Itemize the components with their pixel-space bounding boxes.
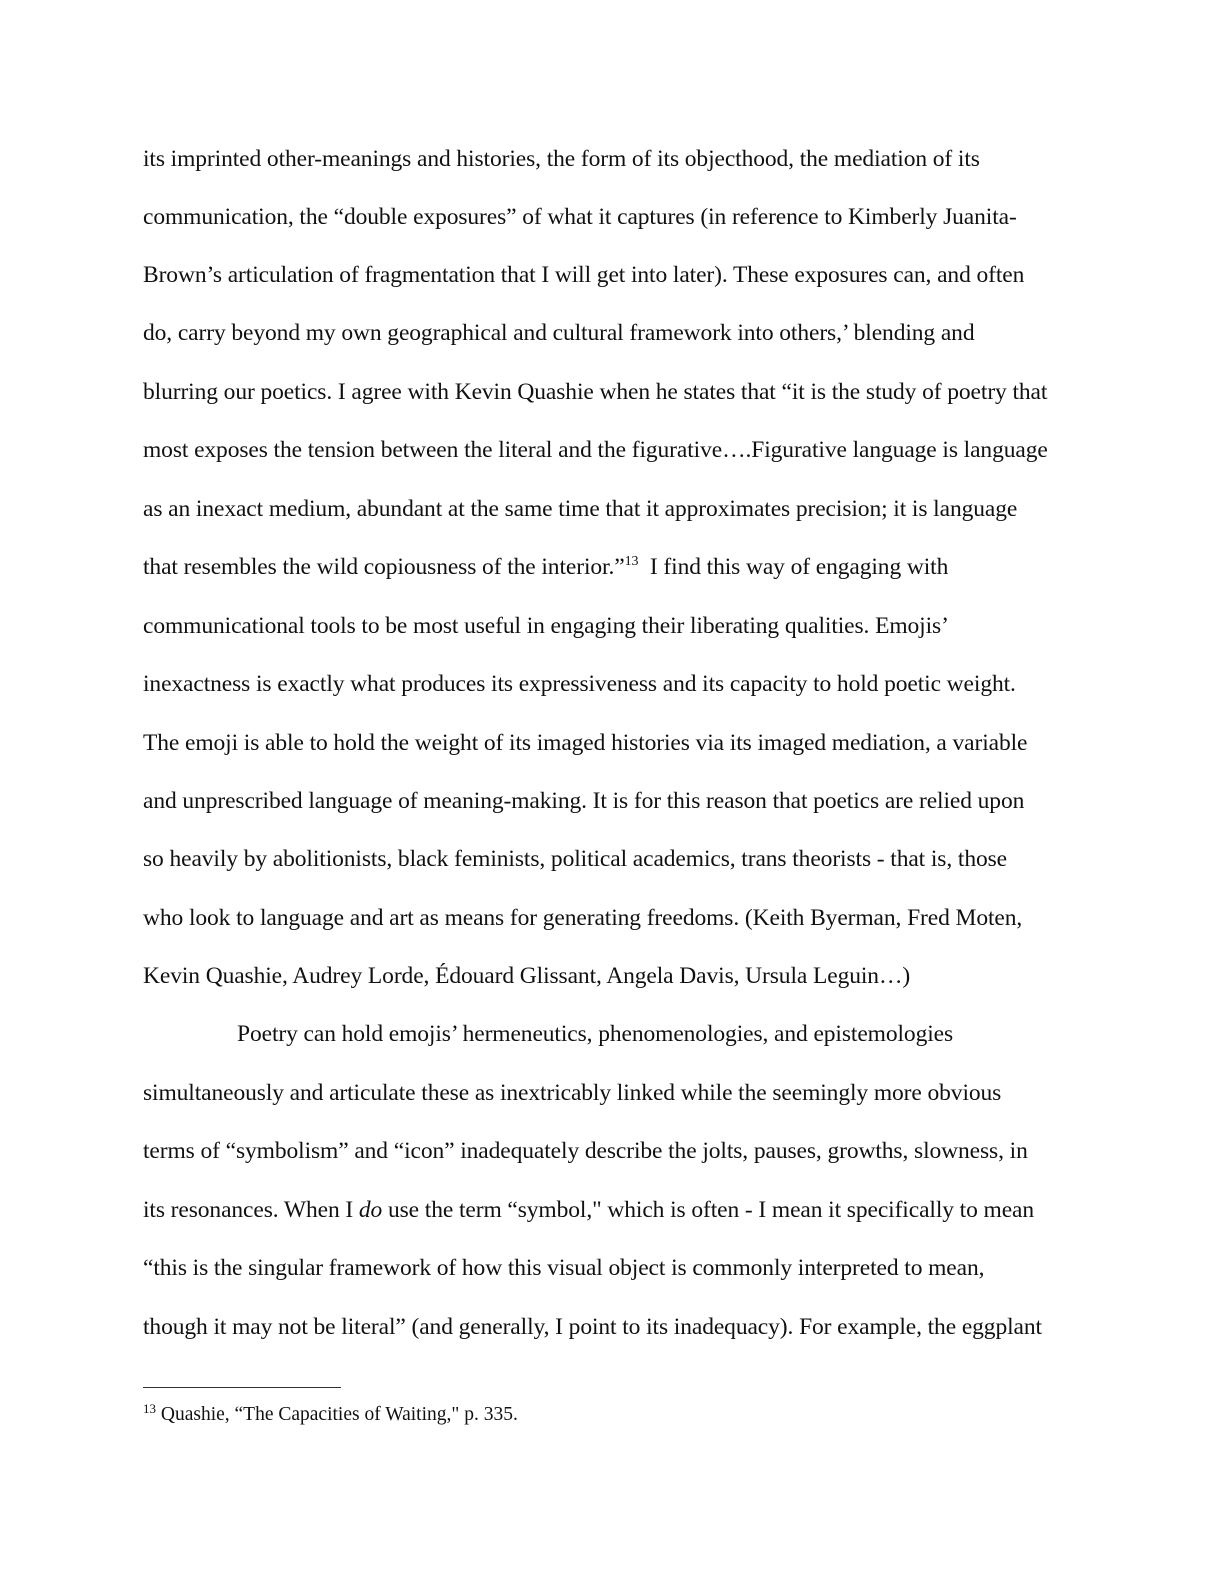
body-line: blurring our poetics. I agree with Kevin Quashie when he states that “it is the study of poetry that — [143, 379, 1048, 405]
body-line: inexactness is exactly what produces its expressiveness and its capacity to hold poetic weight. — [143, 671, 1016, 697]
footnote-number: 13 — [143, 1401, 156, 1416]
body-text: its resonances. When I — [143, 1197, 359, 1223]
body-text: that resembles the wild copiousness of the interior.” — [143, 554, 625, 580]
body-line: so heavily by abolitionists, black feminists, political academics, trans theorists - that is, those — [143, 846, 1008, 872]
body-line: and unprescribed language of meaning-making. It is for this reason that poetics are relied upon — [143, 788, 1025, 814]
body-line: communicational tools to be most useful in engaging their liberating qualities. Emojis’ — [143, 613, 949, 639]
body-line: “this is the singular framework of how this visual object is commonly interpreted to mean, — [143, 1255, 985, 1281]
body-line: communication, the “double exposures” of what it captures (in reference to Kimberly Juanita- — [143, 204, 1017, 230]
body-text: I find this way of engaging with — [638, 554, 949, 580]
footnote-text: Quashie, “The Capacities of Waiting," p. 335. — [156, 1404, 518, 1425]
body-line: Brown’s articulation of fragmentation that I will get into later). These exposures can, and often — [143, 262, 1025, 288]
footnote-separator — [143, 1387, 341, 1388]
body-line: do, carry beyond my own geographical and cultural framework into others,’ blending and — [143, 320, 975, 346]
body-line: The emoji is able to hold the weight of its imaged histories via its imaged mediation, a variable — [143, 730, 1028, 756]
body-line-with-emphasis — [143, 1195, 1034, 1225]
body-line: who look to language and art as means for generating freedoms. (Keith Byerman, Fred Moten, — [143, 905, 1023, 931]
paragraph-first-line: Poetry can hold emojis’ hermeneutics, phenomenologies, and epistemologies — [237, 1021, 954, 1047]
body-line: though it may not be literal” (and generally, I point to its inadequacy). For example, the eggplant — [143, 1314, 1042, 1340]
body-line-with-footnote-ref — [143, 552, 948, 582]
body-text: use the term “symbol," which is often - I mean it specifically to mean — [382, 1197, 1035, 1223]
body-line: its imprinted other-meanings and histories, the form of its objecthood, the mediation of its — [143, 146, 980, 172]
footnote-reference[interactable]: 13 — [624, 554, 639, 569]
body-line: simultaneously and articulate these as inextricably linked while the seemingly more obvious — [143, 1080, 1002, 1106]
body-line: terms of “symbolism” and “icon” inadequately describe the jolts, pauses, growths, slowness, in — [143, 1138, 1028, 1164]
emphasis-text: do — [358, 1197, 383, 1223]
body-line: most exposes the tension between the literal and the figurative….Figurative language is language — [143, 437, 1048, 463]
body-line: as an inexact medium, abundant at the same time that it approximates precision; it is language — [143, 496, 1018, 522]
footnote — [143, 1402, 518, 1428]
body-line: Kevin Quashie, Audrey Lorde, Édouard Glissant, Angela Davis, Ursula Leguin…) — [143, 963, 911, 989]
